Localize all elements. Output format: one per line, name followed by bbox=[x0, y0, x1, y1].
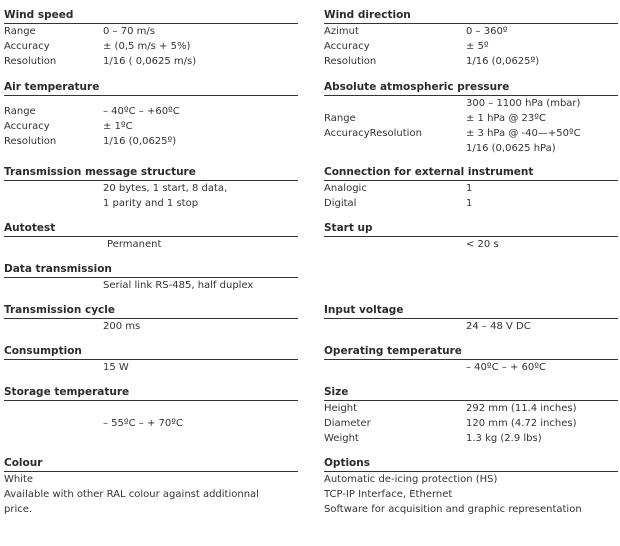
row-value: 1.3 kg (2.9 lbs) bbox=[466, 433, 542, 444]
air-temp-resolution-row bbox=[4, 134, 298, 149]
data-transmission-section bbox=[4, 262, 298, 293]
row-label: Range bbox=[4, 106, 36, 117]
row-value: – 40ºC – + 60ºC bbox=[466, 362, 546, 373]
wind-speed-range-row bbox=[4, 24, 298, 39]
pressure-range-row bbox=[324, 111, 618, 126]
row-value: – 40ºC – +60ºC bbox=[103, 106, 180, 117]
row-label: Resolution bbox=[324, 56, 377, 67]
size-weight-row bbox=[324, 431, 618, 446]
row-value: 0 – 360º bbox=[466, 26, 508, 37]
row-label: Analogic bbox=[324, 183, 367, 194]
row-value: Serial link RS-485, half duplex bbox=[103, 280, 254, 291]
start-up-heading: Start up bbox=[324, 221, 618, 237]
row-value: 292 mm (11.4 inches) bbox=[466, 403, 577, 414]
row-value: Permanent bbox=[107, 239, 162, 250]
operating-temperature-value-row bbox=[324, 360, 618, 375]
external-analogic-row bbox=[324, 181, 618, 196]
wind-direction-heading: Wind direction bbox=[324, 8, 618, 24]
row-value: 1/16 (0,0625º) bbox=[103, 136, 177, 147]
row-value: 20 bytes, 1 start, 8 data, bbox=[103, 183, 228, 194]
pressure-range-value-row bbox=[324, 96, 618, 111]
pressure-heading: Absolute atmospheric pressure bbox=[324, 80, 618, 96]
external-digital-row bbox=[324, 196, 618, 211]
row-label: Accuracy bbox=[324, 41, 370, 52]
row-label: Weight bbox=[324, 433, 359, 444]
transmission-cycle-heading: Transmission cycle bbox=[4, 303, 298, 319]
transmission-cycle-section bbox=[4, 303, 298, 334]
row-value: 0 – 70 m/s bbox=[103, 26, 155, 37]
colour-line3: price. bbox=[4, 504, 33, 515]
transmission-structure-line2 bbox=[4, 196, 298, 211]
operating-temperature-heading: Operating temperature bbox=[324, 344, 618, 360]
row-label: AccuracyResolution bbox=[324, 128, 422, 139]
row-label: Accuracy bbox=[4, 121, 50, 132]
row-value: ± (0,5 m/s + 5%) bbox=[103, 41, 191, 52]
start-up-value-row bbox=[324, 237, 618, 252]
row-label: Accuracy bbox=[4, 41, 50, 52]
input-voltage-section bbox=[324, 303, 618, 334]
storage-temperature-section bbox=[4, 385, 298, 431]
input-voltage-heading: Input voltage bbox=[324, 303, 618, 319]
data-transmission-heading: Data transmission bbox=[4, 262, 298, 278]
wind-speed-section bbox=[4, 8, 298, 69]
storage-temperature-value-row bbox=[4, 416, 298, 431]
consumption-value-row bbox=[4, 360, 298, 375]
transmission-cycle-value-row bbox=[4, 319, 298, 334]
row-value: 120 mm (4.72 inches) bbox=[466, 418, 577, 429]
external-instrument-section bbox=[324, 165, 618, 211]
data-transmission-value-row bbox=[4, 278, 298, 293]
option-item: TCP-IP Interface, Ethernet bbox=[324, 489, 453, 500]
consumption-heading: Consumption bbox=[4, 344, 298, 360]
row-value: ± 3 hPa @ -40—+50ºC bbox=[466, 128, 581, 139]
wind-direction-accuracy-row bbox=[324, 39, 618, 54]
transmission-structure-heading: Transmission message structure bbox=[4, 165, 298, 181]
air-temperature-heading: Air temperature bbox=[4, 80, 298, 96]
size-diameter-row bbox=[324, 416, 618, 431]
row-value: 1/16 (0,0625 hPa) bbox=[466, 143, 556, 154]
air-temp-range-row bbox=[4, 104, 298, 119]
row-value: 1/16 ( 0,0625 m/s) bbox=[103, 56, 197, 67]
autotest-section bbox=[4, 221, 298, 252]
row-value: < 20 s bbox=[466, 239, 499, 250]
row-label: Range bbox=[324, 113, 356, 124]
wind-speed-heading: Wind speed bbox=[4, 8, 298, 24]
row-value: ± 1ºC bbox=[103, 121, 133, 132]
row-value: 1 bbox=[466, 198, 473, 209]
wind-speed-accuracy-row bbox=[4, 39, 298, 54]
colour-line1: White bbox=[4, 474, 34, 485]
wind-speed-resolution-row bbox=[4, 54, 298, 69]
wind-direction-azimut-row bbox=[324, 24, 618, 39]
storage-temperature-heading: Storage temperature bbox=[4, 385, 298, 401]
row-label: Resolution bbox=[4, 56, 57, 67]
transmission-structure-line1 bbox=[4, 181, 298, 196]
option-item: Software for acquisition and graphic representation bbox=[324, 504, 582, 515]
options-heading: Options bbox=[324, 456, 618, 472]
options-section bbox=[324, 456, 618, 517]
row-label: Azimut bbox=[324, 26, 359, 37]
row-value: 1 parity and 1 stop bbox=[103, 198, 199, 209]
consumption-section bbox=[4, 344, 298, 375]
row-label: Resolution bbox=[4, 136, 57, 147]
pressure-accuracy-resolution-row bbox=[324, 126, 618, 141]
size-heading: Size bbox=[324, 385, 618, 401]
autotest-heading: Autotest bbox=[4, 221, 298, 237]
external-instrument-heading: Connection for external instrument bbox=[324, 165, 618, 181]
wind-direction-section bbox=[324, 8, 618, 69]
row-value: 1 bbox=[466, 183, 473, 194]
colour-section bbox=[4, 456, 298, 517]
option-item: Automatic de-icing protection (HS) bbox=[324, 474, 498, 485]
transmission-structure-section bbox=[4, 165, 298, 211]
row-label: Height bbox=[324, 403, 358, 414]
size-section bbox=[324, 385, 618, 446]
row-value: 1/16 (0,0625º) bbox=[466, 56, 540, 67]
input-voltage-value-row bbox=[324, 319, 618, 334]
row-value: 24 – 48 V DC bbox=[466, 321, 531, 332]
pressure-resolution-row bbox=[324, 141, 618, 156]
autotest-value-row bbox=[4, 237, 298, 252]
row-value: 200 ms bbox=[103, 321, 141, 332]
air-temperature-section bbox=[4, 80, 298, 149]
size-height-row bbox=[324, 401, 618, 416]
row-label: Diameter bbox=[324, 418, 371, 429]
row-label: Digital bbox=[324, 198, 357, 209]
colour-heading: Colour bbox=[4, 456, 298, 472]
row-value: – 55ºC – + 70ºC bbox=[103, 418, 183, 429]
row-value: 15 W bbox=[103, 362, 129, 373]
row-label: Range bbox=[4, 26, 36, 37]
row-value: ± 1 hPa @ 23ºC bbox=[466, 113, 546, 124]
wind-direction-resolution-row bbox=[324, 54, 618, 69]
air-temp-accuracy-row bbox=[4, 119, 298, 134]
row-value: 300 – 1100 hPa (mbar) bbox=[466, 98, 581, 109]
colour-line2: Available with other RAL colour against additionnal bbox=[4, 489, 259, 500]
start-up-section bbox=[324, 221, 618, 252]
pressure-section bbox=[324, 80, 618, 156]
operating-temperature-section bbox=[324, 344, 618, 375]
row-value: ± 5º bbox=[466, 41, 489, 52]
